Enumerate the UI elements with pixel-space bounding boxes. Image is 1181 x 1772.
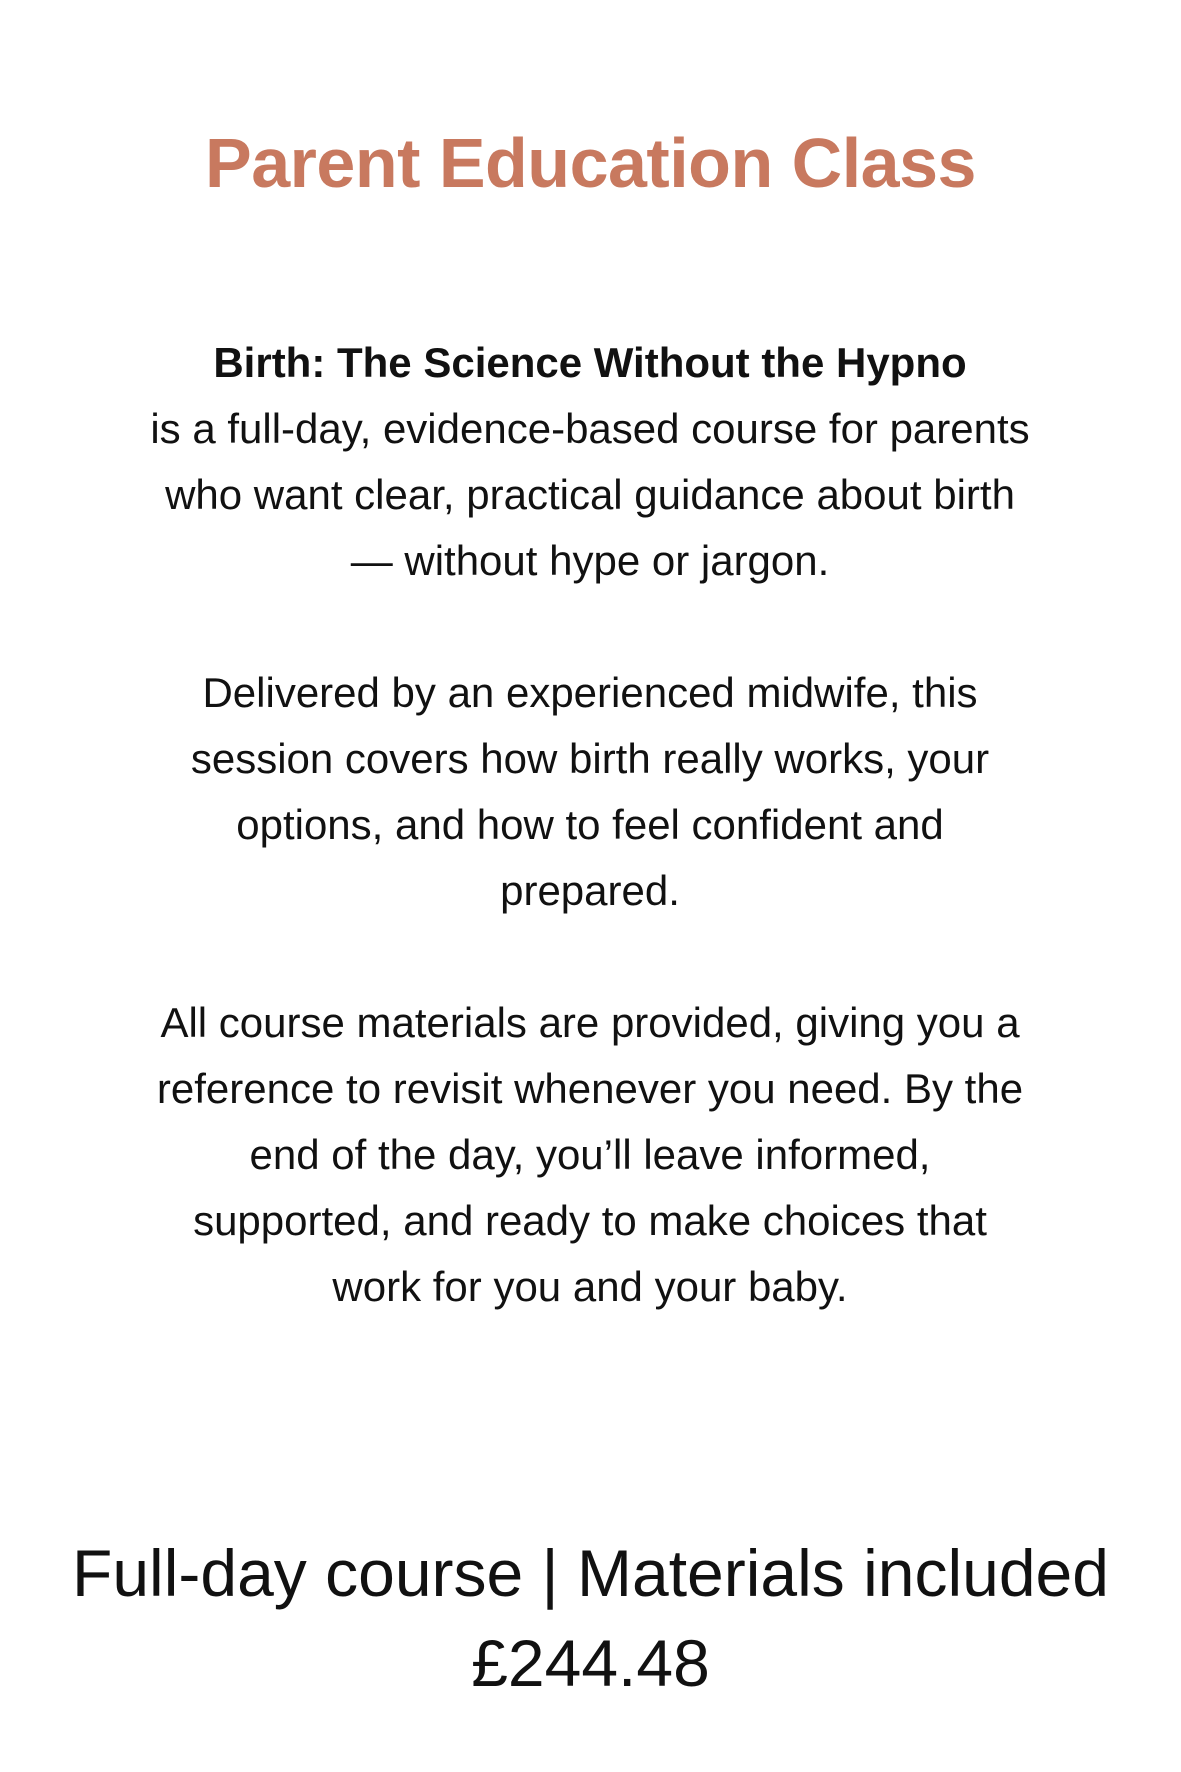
- page-title: Parent Education Class: [205, 124, 976, 202]
- course-details: Full-day course | Materials included: [72, 1536, 1109, 1610]
- course-description: [150, 330, 1030, 1320]
- delivery-paragraph: Delivered by an experienced midwife, this session covers how birth really works, your options, and how to feel confident and prepared.: [190, 669, 990, 914]
- course-name: Birth: The Science Without the Hypno: [213, 339, 967, 386]
- intro-paragraph: [150, 330, 1030, 594]
- course-summary: [0, 1528, 1181, 1708]
- intro-text: is a full-day, evidence-based course for parents who want clear, practical guidance about birth — without hype or jargon.: [150, 405, 1030, 584]
- course-price: £244.48: [471, 1626, 710, 1700]
- materials-paragraph: All course materials are provided, giving you a reference to revisit whenever you need. By the end of the day, you’ll leave informed, supported, and ready to make choices that work for you and your baby.: [156, 999, 1024, 1310]
